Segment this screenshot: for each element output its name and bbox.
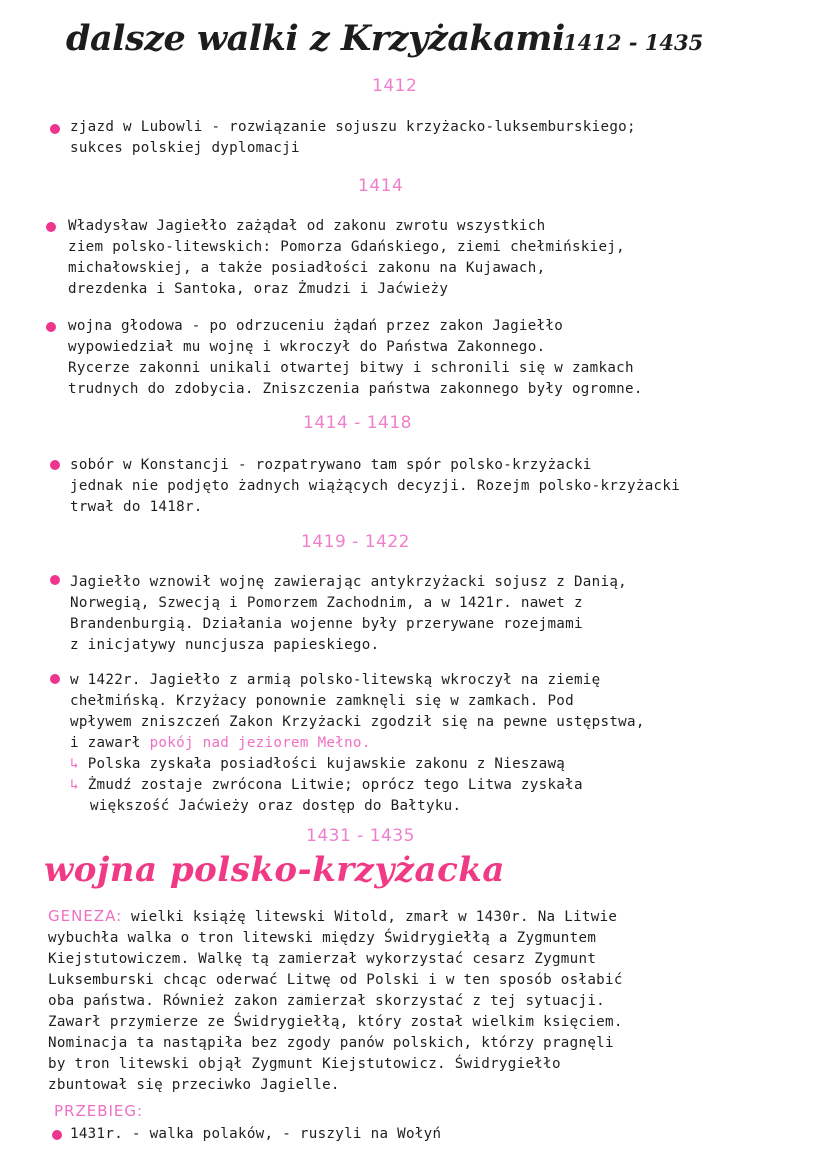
przebieg-label: PRZEBIEG: (54, 1102, 144, 1120)
year-heading-1414-1418: 1414 - 1418 (303, 413, 412, 433)
bullet-dot (50, 124, 60, 134)
year-heading-1414: 1414 (358, 176, 404, 196)
year-heading-1431-1435: 1431 - 1435 (306, 826, 415, 846)
section-heading-wojna: wojna polsko-krzyżacka (44, 850, 505, 890)
note-zjazd-lubowla: zjazd w Lubowli - rozwiązanie sojuszu krzyżacko-luksemburskiego; sukces polskiej dyplomacji (70, 119, 636, 156)
note-wyprawa-1422: w 1422r. Jagiełło z armią polsko-litewską wkroczył na ziemię chełmińską. Krzyżacy ponownie zamknęli się w zamkach. Pod wpływem zniszczeń Zakon Krzyżacki zgodził się na pewne ustępstwa, i zawarł pokój nad jeziorem Mełno. ↳ Polska zyskała posiadłości kujawskie zakonu z Nieszawą ↳ Żmudź zostaje zwrócona Litwie; oprócz tego Litwa zyskała większość Jaćwieży oraz dostęp do Bałtyku. (70, 672, 645, 814)
title-date-range: 1412 - 1435 (563, 30, 704, 55)
bullet-dot (50, 575, 60, 585)
arrow-icon: ↳ (70, 756, 79, 772)
bullet-dot (50, 460, 60, 470)
highlight-pokoj-melno: pokój nad jeziorem Mełno. (149, 735, 371, 751)
bullet-dot (46, 222, 56, 232)
note-zadanie-jagiello: Władysław Jagiełło zażądał od zakonu zwrotu wszystkich ziem polsko-litewskich: Pomorza Gdańskiego, ziemi chełmińskiej, michałowskiej, a także posiadłości zakonu na Kujawach, drezdenka i Santoka, oraz Żmudzi i Jaćwieży (68, 218, 626, 297)
bullet-dot (52, 1130, 62, 1140)
year-heading-1412: 1412 (372, 76, 418, 96)
geneza-label: GENEZA: (48, 907, 123, 925)
note-wojna-glodowa: wojna głodowa - po odrzuceniu żądań przez zakon Jagiełło wypowiedział mu wojnę i wkroczył do Państwa Zakonnego. Rycerze zakonni unikali otwartej bitwy i schronili się w zamkach trudnych do zdobycia. Zniszczenia państwa zakonnego były ogromne. (68, 318, 643, 397)
note-sobor-konstancja: sobór w Konstancji - rozpatrywano tam spór polsko-krzyżacki jednak nie podjęto żadnych wiążących decyzji. Rozejm polsko-krzyżacki trwał do 1418r. (70, 457, 681, 515)
arrow-icon: ↳ (70, 777, 79, 793)
note-wznowienie-wojny: Jagiełło wznowił wojnę zawierając antykrzyżacki sojusz z Danią, Norwegią, Szwecją i Pomorzem Zachodnim, a w 1421r. nawet z Brandenburgią. Działania wojenne były przerywane rozejmami z inicjatywy nuncjusza papieskiego. (70, 574, 628, 653)
year-heading-1419-1422: 1419 - 1422 (301, 532, 410, 552)
bullet-dot (50, 674, 60, 684)
page-title: dalsze walki z Krzyżakami (66, 18, 565, 59)
przebieg-item: 1431r. - walka polaków, - ruszyli na Wołyń (70, 1126, 442, 1142)
bullet-dot (46, 322, 56, 332)
geneza-block: GENEZA: wielki książę litewski Witold, zmarł w 1430r. Na Litwie wybuchła walka o tron litewski między Świdrygiełłą a Zygmuntem Kiejstutowiczem. Walkę tą zamierzał wykorzystać cesarz Zygmunt Luksemburski chcąc oderwać Litwę od Polski i w ten sposób osłabić oba państwa. Również zakon zamierzał skorzystać z tej sytuacji. Zawarł przymierze ze Świdrygiełłą, który został wielkim księciem. Nominacja ta nastąpiła bez zgody panów polskich, którzy pragnęli by tron litewski objął Zygmunt Kiejstutowicz. Świdrygiełło zbuntował się przeciwko Jagielle. (48, 907, 623, 1093)
